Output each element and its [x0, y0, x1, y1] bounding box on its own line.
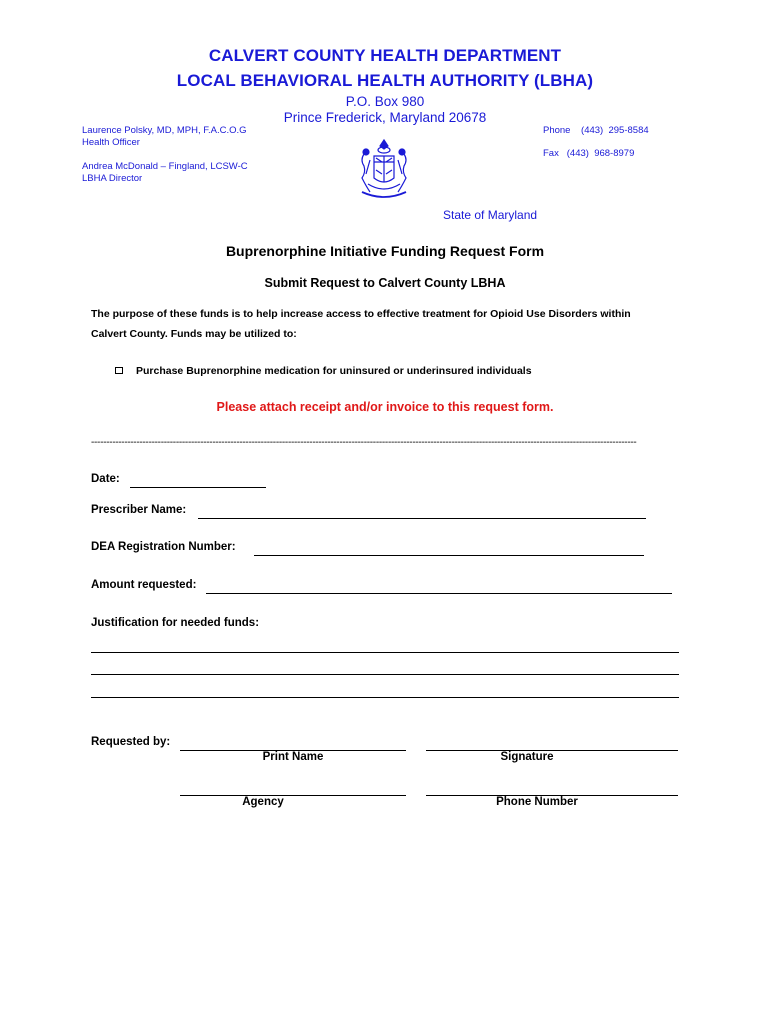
- phone-number: Phone (443) 295-8584: [543, 125, 649, 136]
- state-of-maryland: State of Maryland: [443, 208, 538, 222]
- maryland-seal-icon: [350, 136, 418, 204]
- agency-caption: Agency: [242, 796, 284, 808]
- attach-receipt-notice: Please attach receipt and/or invoice to this request form.: [216, 400, 554, 414]
- prescriber-name-label: Prescriber Name:: [91, 504, 187, 516]
- signature-caption: Signature: [500, 751, 554, 763]
- amount-requested-input[interactable]: [206, 593, 672, 594]
- date-label: Date:: [91, 473, 120, 485]
- purpose-text-line1: The purpose of these funds is to help increase access to effective treatment for Opioid Use Disorders within: [91, 308, 631, 320]
- amount-requested-label: Amount requested:: [91, 579, 197, 591]
- justification-label: Justification for needed funds:: [91, 617, 260, 629]
- form-subtitle: Submit Request to Calvert County LBHA: [264, 276, 506, 290]
- dea-number-label: DEA Registration Number:: [91, 541, 236, 553]
- requested-by-label: Requested by:: [91, 736, 171, 748]
- po-box: P.O. Box 980: [345, 94, 425, 109]
- phone-number-caption: Phone Number: [496, 796, 578, 808]
- fax-number: Fax (443) 968-8979: [543, 148, 635, 159]
- date-input[interactable]: [130, 487, 266, 488]
- justification-input-line2[interactable]: [91, 674, 679, 675]
- org-name-line1: CALVERT COUNTY HEALTH DEPARTMENT: [208, 46, 562, 65]
- option-label: Purchase Buprenorphine medication for uninsured or underinsured individuals: [136, 365, 532, 377]
- print-name-caption: Print Name: [262, 751, 324, 763]
- health-officer-title: Health Officer: [82, 137, 140, 148]
- dea-number-input[interactable]: [254, 555, 644, 556]
- justification-input-line1[interactable]: [91, 652, 679, 653]
- health-officer-name: Laurence Polsky, MD, MPH, F.A.C.O.G: [82, 125, 247, 136]
- city-address: Prince Frederick, Maryland 20678: [283, 110, 487, 125]
- purpose-text-line2: Calvert County. Funds may be utilized to:: [91, 328, 297, 340]
- separator-line: ------------------------------------------------------------------------------------------------------------------------------------------------------------------------------------: [91, 437, 637, 448]
- org-name-line2: LOCAL BEHAVIORAL HEALTH AUTHORITY (LBHA): [176, 71, 594, 90]
- lbha-director-name: Andrea McDonald – Fingland, LCSW-C: [82, 161, 248, 172]
- prescriber-name-input[interactable]: [198, 518, 646, 519]
- justification-input-line3[interactable]: [91, 697, 679, 698]
- option-checkbox[interactable]: [115, 367, 123, 374]
- form-title: Buprenorphine Initiative Funding Request Form: [225, 243, 545, 259]
- lbha-director-title: LBHA Director: [82, 173, 143, 184]
